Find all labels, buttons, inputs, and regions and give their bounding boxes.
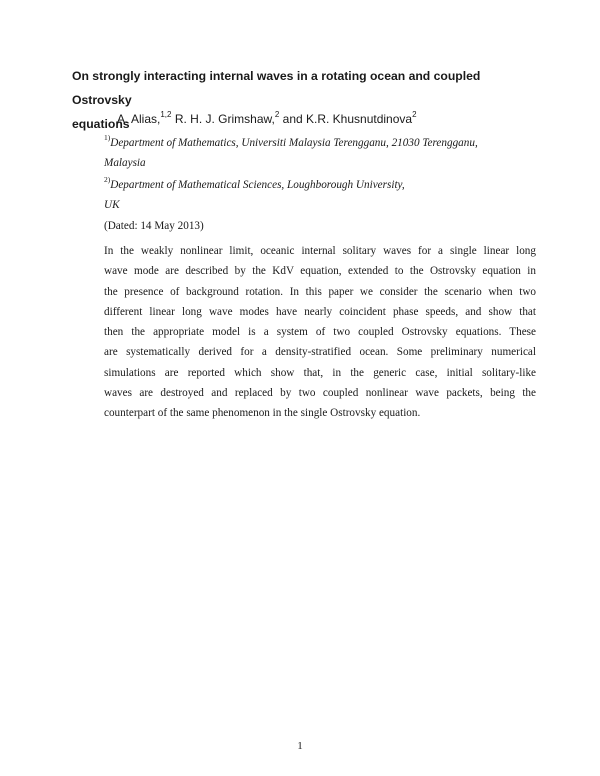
abstract-line: counterpart of the same phenomenon in the single Ostrovsky equation. [104,407,421,420]
affiliation-line: Department of Mathematics, Universiti Malaysia Terengganu, 21030 Terengganu, [110,137,478,149]
affiliation-line: UK [104,199,120,211]
title-line-2: equations [72,117,130,131]
affiliation-marker: 2) [104,175,111,185]
author-name: and K.R. Khusnutdinova [282,112,413,126]
dated-line: (Dated: 14 May 2013) [104,220,204,232]
author-name: A. Alias, [117,112,161,126]
abstract-line: wave mode are described by the KdV equation, extended to the Ostrovsky equation in [104,265,536,278]
title-line-1: On strongly interacting internal waves in a rotating ocean and coupled Ostrovsky [72,69,481,107]
page-number: 1 [297,740,303,752]
affiliation-1 [104,133,544,173]
abstract-line: simulations are reported which show that, in the generic case, initial solitary-like [104,366,536,379]
affiliation-marker: 1) [104,133,111,143]
abstract-line: are systematically derived for a density-stratified ocean. Some preliminary numerical [104,346,536,359]
affiliation-2 [104,175,544,215]
abstract-line: waves are destroyed and replaced by two coupled nonlinear wave packets, being the [104,387,536,400]
author-affiliation-marker: 2 [274,110,280,119]
author-list [117,111,557,127]
abstract-line: In the weakly nonlinear limit, oceanic internal solitary waves for a single linear long [104,245,536,257]
abstract-line: the presence of background rotation. In this paper we consider the scenario when two [104,285,536,298]
abstract-line: different linear long wave modes have nearly coincident phase speeds, and show that [104,305,536,318]
affiliation-line: Department of Mathematical Sciences, Loughborough University, [110,179,405,191]
author-name: R. H. J. Grimshaw, [174,112,275,126]
author-affiliation-marker: 2 [412,110,417,119]
affiliation-line: Malaysia [104,157,146,169]
author-affiliation-marker: 1,2 [160,110,172,119]
abstract-line: then the appropriate model is a system of two coupled Ostrovsky equations. These [104,326,536,339]
abstract [104,241,536,424]
